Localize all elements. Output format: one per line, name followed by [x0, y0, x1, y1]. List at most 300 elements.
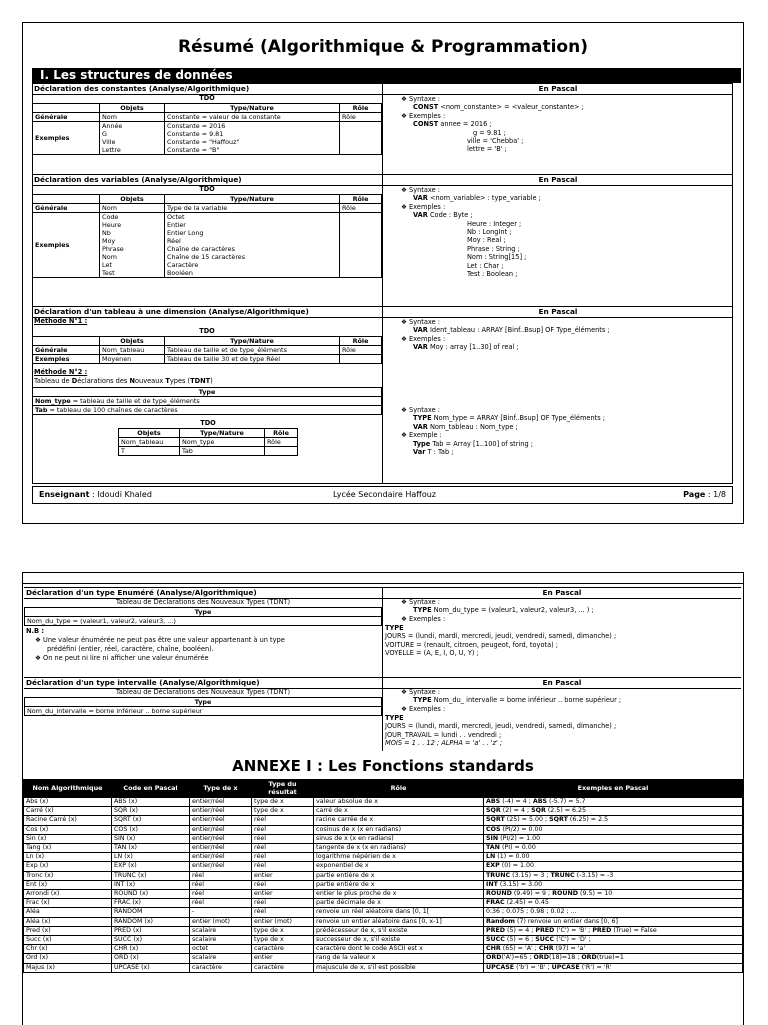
enum-pascal-examples	[385, 624, 616, 658]
code-line: Nom_tableau : Nom_type ;	[427, 422, 518, 431]
col-objets: Objets	[100, 195, 165, 204]
row-label: Générale	[33, 346, 100, 355]
col-objets: Objets	[100, 104, 165, 113]
keyword: VAR	[413, 194, 428, 203]
col-type: Type/Nature	[165, 104, 340, 113]
tdo-caption: TDO	[199, 327, 215, 335]
document-page-1	[22, 22, 744, 524]
table-row	[24, 945, 743, 954]
table-cell: rang de la valeur x	[314, 954, 484, 963]
table-cell: partie décimale de x	[314, 899, 484, 908]
table-cell: Rôle	[340, 204, 382, 213]
keyword: TYPE	[413, 414, 432, 423]
table-cell: RANDOM	[112, 908, 190, 917]
example-cell: Random (7) renvoie un entier dans [0, 6]	[484, 917, 743, 926]
table-cell: TRUNC (x)	[112, 871, 190, 880]
table-cell: entier/réel	[190, 807, 252, 816]
table-cell: entier	[252, 871, 314, 880]
table-cell	[33, 397, 382, 406]
syntaxe-label: Syntaxe :	[409, 318, 440, 326]
code-line: Code : Byte ;	[427, 211, 473, 220]
row-label: Exemples	[33, 122, 100, 155]
caption-part: )	[210, 377, 213, 385]
footer-label: Page	[683, 490, 706, 499]
example-cell: UPCASE ('b') = 'B' ; UPCASE ('R') = 'R'	[484, 963, 743, 972]
cell-line: Let	[102, 261, 112, 269]
table-cell: Exp (x)	[24, 862, 112, 871]
cell-line: Constante = "Haffouz"	[167, 138, 240, 146]
row-label: Générale	[33, 204, 100, 213]
table-cell: Ent (x)	[24, 880, 112, 889]
table-cell: racine carrée de x	[314, 816, 484, 825]
table-cell: entier	[252, 954, 314, 963]
exemples-label: Exemples :	[409, 334, 446, 343]
tdo2-table	[118, 428, 298, 456]
table-cell: octet	[190, 945, 252, 954]
example-cell: ORD('A')=65 ; ORD(18)=18 ; ORD(true)=1	[484, 954, 743, 963]
annexe-body	[24, 798, 743, 973]
nb-label: N.B :	[26, 627, 44, 635]
table-cell: RANDOM (x)	[112, 917, 190, 926]
methode-2: Méthode N°2 :	[34, 368, 88, 376]
cell-line: Constante = 2016	[167, 122, 226, 130]
cell-line: Lettre	[102, 146, 121, 154]
table-row	[24, 798, 743, 807]
cell-line: Code	[102, 213, 119, 221]
table-row	[24, 890, 743, 899]
intervalle-tdnt-table	[24, 697, 382, 716]
table-cell: Constante = valeur de la constante	[165, 113, 340, 122]
table-row	[24, 954, 743, 963]
exemples-label: Exemples :	[409, 202, 446, 211]
col-type: Type	[25, 608, 382, 617]
table-cell: type de x	[252, 798, 314, 807]
col-empty	[33, 104, 100, 113]
table-row	[24, 908, 743, 917]
code-line: Nb : LongInt ;	[467, 228, 512, 237]
example-cell: COS (PI/2) = 0.00	[484, 825, 743, 834]
table-row	[24, 899, 743, 908]
keyword: Type	[413, 439, 431, 448]
table-cell: INT (x)	[112, 880, 190, 889]
table-cell: Nom_type	[180, 438, 265, 447]
example-cell: SIN (PI/2) = 1.00	[484, 834, 743, 843]
table-cell: réel	[252, 853, 314, 862]
col-role: Rôle	[340, 337, 382, 346]
table-cell: CHR (x)	[112, 945, 190, 954]
table-row	[24, 871, 743, 880]
col-type-x: Type de x	[190, 780, 252, 798]
code-line: Nom_type = ARRAY [Binf..Bsup] OF Type_éléments ;	[431, 414, 605, 423]
table-cell: Cos (x)	[24, 825, 112, 834]
col-type: Type/Nature	[180, 429, 265, 438]
cell-line: Caractère	[167, 261, 199, 269]
example-cell: ABS (-4) = 4 ; ABS (-5.7) = 5.7	[484, 798, 743, 807]
table-cell: scalaire	[190, 936, 252, 945]
col-type-resultat: Type du résultat	[252, 780, 314, 798]
example-cell: INT (3.15) = 3.00	[484, 880, 743, 889]
caption-part: Tableau de	[34, 377, 72, 385]
tableau-pascal-1: ❖ Syntaxe : VAR Ident_tableau : ARRAY [Binf..Bsup] OF Type_éléments ; ❖ Exemples : VAR Moy : array [1..30] of real ;	[401, 318, 610, 352]
table-cell: entier/réel	[190, 834, 252, 843]
row-label: Exemples	[33, 355, 100, 364]
code-line: MOIS = 1 . . 12 ; ALPHA = 'a' . . 'z' ;	[385, 739, 503, 748]
col-role: Rôle	[340, 195, 382, 204]
table-row	[24, 936, 743, 945]
example-cell: SUCC (5) = 6 ; SUCC ('C') = 'D' ;	[484, 936, 743, 945]
table-cell	[265, 447, 298, 456]
exemples-label: Exemple :	[409, 431, 442, 440]
col-type: Type/Nature	[165, 337, 340, 346]
cell-line: Ville	[102, 138, 116, 146]
table-cell: réel	[252, 816, 314, 825]
code-line: VOYELLE = (A, E, I, O, U, Y) ;	[385, 649, 479, 658]
keyword: VAR	[413, 326, 428, 335]
table-cell: Nom	[100, 113, 165, 122]
table-cell: Tableau de taille et de type_éléments	[165, 346, 340, 355]
top-rule	[23, 583, 743, 584]
table-cell: SUCC (x)	[112, 936, 190, 945]
table-cell: entier	[252, 890, 314, 899]
tdo-caption: TDO	[199, 94, 215, 102]
type-name: Nom_type	[35, 397, 71, 405]
cell-line: Chaîne de caractères	[167, 245, 235, 253]
code-line: <nom_constante> = <valeur_constante> ;	[438, 103, 584, 112]
note-line: On ne peut ni lire ni afficher une valeur énumérée	[43, 654, 209, 662]
table-cell: cosinus de x (x en radians)	[314, 825, 484, 834]
tableau-header: Déclaration d'un tableau à une dimension (Analyse/Algorithmique)	[32, 306, 382, 318]
code-line: annee = 2016 ;	[438, 120, 492, 129]
table-cell: Ln (x)	[24, 853, 112, 862]
table-row	[24, 880, 743, 889]
table-cell	[33, 406, 382, 415]
table-cell: SQRT (x)	[112, 816, 190, 825]
keyword: Var	[413, 448, 426, 457]
table-cell: sinus de x (x en radians)	[314, 834, 484, 843]
note-line: prédéfini (entier, réel, caractère, chaîne, booléen).	[47, 645, 214, 653]
code-line: ville = 'Chebba' ;	[467, 137, 524, 146]
code-line: g = 9.81 ;	[473, 128, 506, 137]
footer-page	[683, 487, 726, 503]
frame-bottom	[32, 483, 733, 484]
code-line: Nom : String[15] ;	[467, 253, 527, 262]
table-cell: réel	[252, 834, 314, 843]
intervalle-pascal-examples	[385, 714, 616, 748]
table-row	[24, 862, 743, 871]
enum-pascal-header: En Pascal	[383, 587, 741, 599]
table-cell: Rôle	[340, 346, 382, 355]
type-name: Tab	[35, 406, 48, 414]
enum-pascal: ❖ Syntaxe : TYPE Nom_du_type = (valeur1, valeur2, valeur3, ... ) ; ❖ Exemples :	[401, 598, 594, 623]
table-cell: réel	[190, 880, 252, 889]
intervalle-pascal-header: En Pascal	[383, 677, 741, 689]
cell-line: Phrase	[102, 245, 124, 253]
col-objets: Objets	[100, 337, 165, 346]
table-cell: type de x	[252, 807, 314, 816]
table-row	[24, 807, 743, 816]
column-divider	[382, 587, 383, 751]
table-cell: type de x	[252, 926, 314, 935]
table-cell: caractère dont le code ASCII est x	[314, 945, 484, 954]
table-cell: partie entière de x	[314, 871, 484, 880]
col-nom: Nom Algorithmique	[24, 780, 112, 798]
table-cell: renvoie un réel aléatoire dans [0, 1[	[314, 908, 484, 917]
table-cell: entier/réel	[190, 862, 252, 871]
col-type: Type	[33, 388, 382, 397]
code-line: Ident_tableau : ARRAY [Binf..Bsup] OF Type_éléments ;	[427, 326, 610, 335]
caption-part: T	[165, 377, 170, 385]
example-cell: CHR (65) = 'A' ; CHR (97) = 'a'	[484, 945, 743, 954]
table-cell: entier/réel	[190, 844, 252, 853]
table-cell: Tang (x)	[24, 844, 112, 853]
table-cell: réel	[252, 862, 314, 871]
variables-table	[32, 194, 382, 278]
caption-part: D	[71, 377, 78, 385]
annexe-table	[23, 779, 743, 973]
exemples-label: Exemples :	[409, 111, 446, 120]
keyword: VAR	[413, 211, 428, 220]
table-cell: Aléa (x)	[24, 917, 112, 926]
table-cell: caractère	[190, 963, 252, 972]
cell-line: Moy	[102, 237, 116, 245]
table-cell: scalaire	[190, 954, 252, 963]
footer-label: Enseignant	[39, 490, 90, 499]
code-line: JOUR_TRAVAIL = lundi . . vendredi ;	[385, 730, 502, 739]
table-cell: T	[119, 447, 180, 456]
page-footer	[32, 486, 733, 504]
table-row	[24, 963, 743, 972]
table-cell: logarithme népérien de x	[314, 853, 484, 862]
keyword: CONST	[413, 120, 439, 129]
table-cell: PRED (x)	[112, 926, 190, 935]
table-cell	[165, 122, 340, 155]
tdo-caption: TDO	[200, 419, 216, 427]
variables-pascal-header: En Pascal	[383, 174, 733, 186]
cell-line: Année	[102, 122, 123, 130]
cell-line: Constante = 9.81	[167, 130, 224, 138]
table-cell: réel	[252, 880, 314, 889]
constantes-pascal-header: En Pascal	[383, 83, 733, 95]
table-cell: Nom_du_intervalle = borne inférieur .. borne supérieur	[25, 707, 382, 716]
table-cell: entier/réel	[190, 798, 252, 807]
col-code: Code en Pascal	[112, 780, 190, 798]
col-type: Type/Nature	[165, 195, 340, 204]
table-cell	[340, 122, 382, 155]
tableau-pascal-2: ❖ Syntaxe : TYPE Nom_type = ARRAY [Binf..Bsup] OF Type_éléments ; VAR Nom_tableau : Nom_type ; ❖ Exemple : Type Tab = Array [1..100] of string ; Var T : Tab ;	[401, 406, 605, 457]
table-cell: Pred (x)	[24, 926, 112, 935]
table-cell: ABS (x)	[112, 798, 190, 807]
table-cell: ROUND (x)	[112, 890, 190, 899]
table-cell: type de x	[252, 936, 314, 945]
row-label: Générale	[33, 113, 100, 122]
caption-part: N	[129, 377, 135, 385]
constantes-header: Déclaration des constantes (Analyse/Algorithmique)	[32, 83, 382, 95]
col-role: Rôle	[314, 780, 484, 798]
col-type: Type	[25, 698, 382, 707]
cell-line: Booléen	[167, 269, 193, 277]
table-cell: Frac (x)	[24, 899, 112, 908]
table-cell: COS (x)	[112, 825, 190, 834]
table-cell: Ord (x)	[24, 954, 112, 963]
table-cell: Arrondi (x)	[24, 890, 112, 899]
example-cell: SQRT (25) = 5.00 ; SQRT (6.25) = 2.5	[484, 816, 743, 825]
table-cell	[100, 213, 165, 278]
table-cell: prédécesseur de x, s'il existe	[314, 926, 484, 935]
code-line: Let : Char ;	[467, 261, 504, 270]
table-cell: partie entière de x	[314, 880, 484, 889]
col-role: Rôle	[340, 104, 382, 113]
table-cell	[165, 213, 340, 278]
syntaxe-label: Syntaxe :	[409, 186, 440, 194]
code-line: <nom_variable> : type_variable ;	[427, 194, 541, 203]
example-cell: TAN (PI) = 0.00	[484, 844, 743, 853]
example-cell: FRAC (2.45) = 0.45	[484, 899, 743, 908]
table-cell: Nom_tableau	[119, 438, 180, 447]
table-cell: Majus (x)	[24, 963, 112, 972]
enum-notes: ❖ Une valeur énumérée ne peut pas être une valeur appartenant à un type prédéfini (entier, réel, caractère, chaîne, booléen). ❖ On ne peut ni lire ni afficher une valeur énumérée	[35, 636, 285, 662]
table-cell	[340, 355, 382, 364]
tdnt-caption	[34, 377, 213, 386]
example-cell: PRED (5) = 4 ; PRED ('C') = 'B' ; PRED (True) = False	[484, 926, 743, 935]
table-cell: Carré (x)	[24, 807, 112, 816]
annexe-title: ANNEXE I : Les Fonctions standards	[232, 757, 534, 775]
table-cell: LN (x)	[112, 853, 190, 862]
col-exemples: Exemples en Pascal	[484, 780, 743, 798]
cell-line: Chaîne de 15 caractères	[167, 253, 246, 261]
enum-tdnt-table	[24, 607, 382, 626]
section-bar: I. Les structures de données	[32, 68, 741, 83]
table-cell: Moyenen	[100, 355, 165, 364]
table-cell: UPCASE (x)	[112, 963, 190, 972]
caption-part: ouveaux	[134, 377, 166, 385]
table-cell: carré de x	[314, 807, 484, 816]
table-cell: Nom	[100, 204, 165, 213]
cell-line: Nb	[102, 229, 111, 237]
type-def: = tableau de taille et de type_éléments	[70, 397, 200, 405]
note-line: Une valeur énumérée ne peut pas être une valeur appartenant à un type	[43, 636, 285, 644]
col-empty	[33, 195, 100, 204]
table-cell: Sin (x)	[24, 834, 112, 843]
footer-teacher	[39, 487, 152, 503]
table-cell: SIN (x)	[112, 834, 190, 843]
table-cell: entier/réel	[190, 825, 252, 834]
table-cell: Chr (x)	[24, 945, 112, 954]
code-line: Heure : Integer ;	[467, 219, 522, 228]
code-line: JOURS = (lundi, mardi, mercredi, jeudi, vendredi, samedi, dimanche) ;	[385, 722, 617, 731]
type-def: = tableau de 100 chaînes de caractères	[47, 406, 178, 414]
caption-part: TDNT	[190, 377, 211, 385]
table-cell: Aléa	[24, 908, 112, 917]
code-line: JOURS = (lundi, mardi, mercredi, jeudi, vendredi, samedi, dimanche) ;	[385, 632, 617, 641]
table-cell	[100, 122, 165, 155]
table-cell: successeur de x, s'il existe	[314, 936, 484, 945]
tdnt-caption: Tableau de Déclarations des Nouveaux Types (TDNT)	[115, 688, 291, 696]
table-cell: réel	[252, 908, 314, 917]
table-cell: entier/réel	[190, 853, 252, 862]
page-title: Résumé (Algorithmique & Programmation)	[177, 37, 588, 57]
code-line: Nom_du_ intervalle = borne inférieur .. borne supérieur ;	[431, 696, 622, 705]
keyword: TYPE	[385, 714, 404, 722]
example-cell: TRUNC (3.15) = 3 ; TRUNC (-3.15) = -3	[484, 871, 743, 880]
cell-line: Octet	[167, 213, 185, 221]
table-cell	[340, 213, 382, 278]
table-cell: entier/réel	[190, 816, 252, 825]
constantes-table	[32, 103, 382, 155]
col-role: Rôle	[265, 429, 298, 438]
table-cell: -	[190, 908, 252, 917]
variables-pascal: ❖ Syntaxe : VAR <nom_variable> : type_variable ; ❖ Exemples : VAR Code : Byte ; Heure : Integer ; Nb : LongInt ; Moy : Real ; Phrase : String ; Nom : String[15] ; Let : Char ; Test : Boolean ;	[401, 186, 541, 279]
cell-line: Entier	[167, 221, 186, 229]
table-cell: réel	[190, 890, 252, 899]
table-cell: Abs (x)	[24, 798, 112, 807]
table-cell: réel	[190, 899, 252, 908]
example-cell: LN (1) = 0.00	[484, 853, 743, 862]
intervalle-pascal: ❖ Syntaxe : TYPE Nom_du_ intervalle = borne inférieur .. borne supérieur ; ❖ Exemples :	[401, 688, 622, 713]
table-row	[24, 834, 743, 843]
table-cell: TAN (x)	[112, 844, 190, 853]
example-cell: EXP (0) = 1.00	[484, 862, 743, 871]
keyword: TYPE	[385, 624, 404, 632]
code-line: Test : Boolean ;	[467, 270, 518, 279]
col-empty	[33, 337, 100, 346]
table-cell: Tronc (x)	[24, 871, 112, 880]
keyword: CONST	[413, 103, 439, 112]
table-cell: FRAC (x)	[112, 899, 190, 908]
tdnt-table	[32, 387, 382, 415]
footer-school: Lycée Secondaire Haffouz	[333, 490, 436, 499]
intervalle-header: Déclaration d'un type intervalle (Analyse/Algorithmique)	[24, 677, 382, 689]
code-line: T : Tab ;	[425, 448, 454, 457]
exemples-label: Exemples :	[409, 704, 446, 713]
table-cell: majuscule de x, s'il est possible	[314, 963, 484, 972]
cell-line: Entier Long	[167, 229, 204, 237]
cell-line: Test	[102, 269, 115, 277]
table-cell: Rôle	[265, 438, 298, 447]
table-cell: Rôle	[340, 113, 382, 122]
table-cell: réel	[252, 825, 314, 834]
example-cell: 0.36 ; 0.075 ; 0.98 ; 0.02 ; ...	[484, 908, 743, 917]
code-line: Moy : array [1..30] of real ;	[427, 343, 519, 352]
variables-header: Déclaration des variables (Analyse/Algorithmique)	[32, 174, 382, 186]
keyword: VAR	[413, 343, 428, 352]
table-cell: Tab	[180, 447, 265, 456]
tableau-table	[32, 336, 382, 364]
footer-value: : 1/8	[705, 490, 726, 499]
code-line: Moy : Real ;	[467, 236, 506, 245]
exemples-label: Exemples :	[409, 614, 446, 623]
table-cell: tangente de x (x en radians)	[314, 844, 484, 853]
table-cell: entier (mot)	[252, 917, 314, 926]
table-cell: Nom_tableau	[100, 346, 165, 355]
enum-header: Déclaration d'un type Enuméré (Analyse/Algorithmique)	[24, 587, 382, 599]
table-cell: réel	[190, 871, 252, 880]
methode-1: Méthode N°1 :	[34, 317, 88, 325]
code-line: Nom_du_type = (valeur1, valeur2, valeur3, ... ) ;	[431, 606, 594, 615]
cell-line: Heure	[102, 221, 122, 229]
table-cell: Type de la variable	[165, 204, 340, 213]
constantes-pascal: ❖ Syntaxe : CONST <nom_constante> = <valeur_constante> ; ❖ Exemples : CONST annee = 2016 ; g = 9.81 ; ville = 'Chebba' ; lettre = 'B' ;	[401, 95, 584, 154]
table-row	[24, 816, 743, 825]
code-line: Phrase : String ;	[467, 244, 520, 253]
keyword: TYPE	[413, 606, 432, 615]
document-page-2	[22, 572, 744, 1025]
table-cell: ORD (x)	[112, 954, 190, 963]
table-row	[24, 926, 743, 935]
keyword: VAR	[413, 422, 428, 431]
keyword: TYPE	[413, 696, 432, 705]
syntaxe-label: Syntaxe :	[409, 598, 440, 606]
code-line: Tab = Array [1..100] of string ;	[430, 439, 533, 448]
